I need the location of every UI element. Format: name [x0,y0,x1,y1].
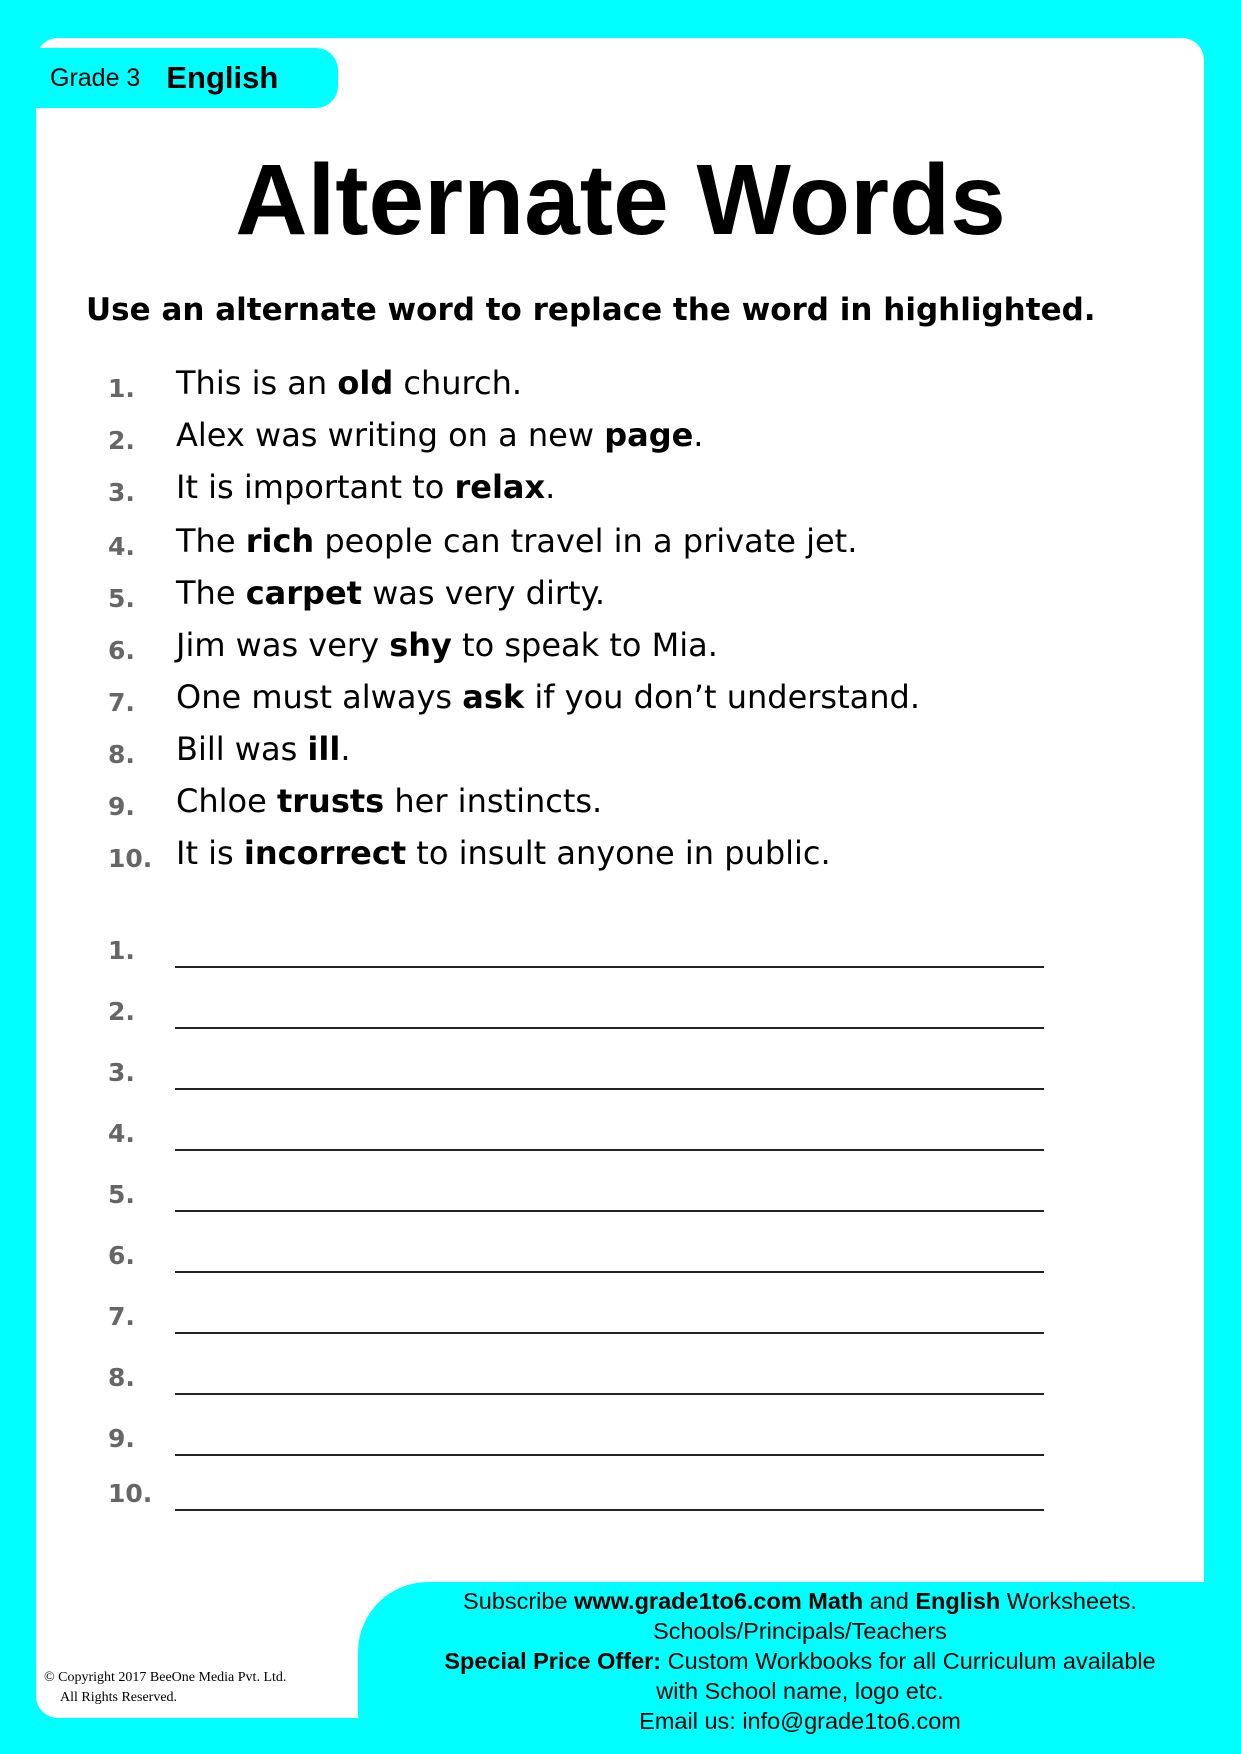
answer-row [0,1424,1100,1464]
answer-line[interactable] [175,1271,1044,1273]
highlighted-word: carpet [245,574,362,612]
footer-subject: English [915,1588,1001,1614]
sentence-part: Bill was [176,730,308,768]
sentence-part: . [545,468,556,506]
answer-number: 10. [108,1479,153,1508]
footer-email[interactable]: Email us: info@grade1to6.com [639,1708,961,1734]
sentence-part: Chloe [176,782,277,820]
footer-text: Worksheets. [1000,1588,1137,1614]
question-sentence [176,730,351,768]
sentence-part: The [176,574,246,612]
question-sentence [176,782,602,820]
question-sentence [176,522,857,560]
answer-number: 6. [108,1241,135,1270]
footer-text: Custom Workbooks for all Curriculum available [661,1648,1156,1674]
sentence-part: her instincts. [384,782,603,820]
sentence-part: . [340,730,351,768]
answer-line[interactable] [175,1088,1044,1090]
question-number: 3. [108,478,135,507]
copyright [44,1668,286,1708]
highlighted-word: incorrect [243,834,407,872]
question-number: 4. [108,532,135,561]
answer-row [0,1241,1100,1281]
sentence-part: to speak to Mia. [451,626,718,664]
answer-row [0,1119,1100,1159]
rights-line: All Rights Reserved. [60,1690,178,1705]
question-item [0,574,1100,626]
question-item [0,782,1100,834]
answer-row [0,936,1100,976]
question-number: 7. [108,688,135,717]
sentence-part: One must always [176,678,463,716]
sentence-part: to insult anyone in public. [406,834,831,872]
question-number: 9. [108,792,135,821]
answer-line[interactable] [175,1210,1044,1212]
answer-number: 8. [108,1363,135,1392]
question-item [0,468,1100,520]
footer-promo [370,1586,1230,1736]
answer-row [0,1363,1100,1403]
answer-line[interactable] [175,1393,1044,1395]
question-sentence [176,416,703,454]
sentence-part: This is an [176,364,338,402]
answer-line[interactable] [175,1027,1044,1029]
grade-label: Grade 3 [50,63,141,92]
highlighted-word: old [337,364,394,402]
question-item [0,364,1100,416]
answer-row [0,1479,1100,1519]
question-sentence [176,574,605,612]
sentence-part: The [176,522,246,560]
question-item [0,626,1100,678]
sentence-part: It is important to [176,468,455,506]
question-sentence [176,834,831,872]
sentence-part: Alex was writing on a new [176,416,605,454]
sentence-part: . [693,416,704,454]
highlighted-word: shy [389,626,452,664]
instruction-text: Use an alternate word to replace the word in highlighted. [86,292,1096,328]
answer-line[interactable] [175,966,1044,968]
answer-line[interactable] [175,1149,1044,1151]
subject-label: English [166,60,279,95]
answer-number: 4. [108,1119,135,1148]
page-title: Alternate Words [235,144,1006,256]
answer-number: 7. [108,1302,135,1331]
sentence-part: was very dirty. [361,574,606,612]
question-number: 10. [108,844,153,873]
answer-number: 9. [108,1424,135,1453]
question-number: 2. [108,426,135,455]
sentence-part: people can travel in a private jet. [314,522,858,560]
question-item [0,730,1100,782]
answer-row [0,1180,1100,1220]
copyright-line: © Copyright 2017 BeeOne Media Pvt. Ltd. [44,1670,287,1685]
question-sentence [176,468,555,506]
answer-line[interactable] [175,1509,1044,1511]
highlighted-word: rich [245,522,315,560]
question-item [0,416,1100,468]
question-sentence [176,678,920,716]
sentence-part: if you don’t understand. [524,678,920,716]
highlighted-word: page [604,416,694,454]
sentence-part: church. [393,364,523,402]
question-number: 1. [108,374,135,403]
answer-number: 5. [108,1180,135,1209]
question-sentence [176,626,718,664]
highlighted-word: ask [462,678,525,716]
answer-line[interactable] [175,1332,1044,1334]
highlighted-word: ill [307,730,341,768]
grade-subject-tab [36,48,338,108]
answer-row [0,1058,1100,1098]
question-number: 5. [108,584,135,613]
question-number: 8. [108,740,135,769]
highlighted-word: relax [454,468,546,506]
footer-site-link[interactable]: www.grade1to6.com Math [574,1588,864,1614]
footer-audience: Schools/Principals/Teachers [653,1618,947,1644]
answer-row [0,1302,1100,1342]
special-offer-label: Special Price Offer: [444,1648,662,1674]
answer-number: 1. [108,936,135,965]
question-item [0,678,1100,730]
answer-row [0,997,1100,1037]
answer-number: 3. [108,1058,135,1087]
answer-line[interactable] [175,1454,1044,1456]
footer-text: and [863,1588,916,1614]
question-item [0,834,1100,886]
sentence-part: Jim was very [176,626,390,664]
question-sentence [176,364,522,402]
sentence-part: It is [176,834,244,872]
answer-number: 2. [108,997,135,1026]
question-item [0,522,1100,574]
footer-text: Subscribe [463,1588,575,1614]
question-number: 6. [108,636,135,665]
footer-text: with School name, logo etc. [656,1678,944,1704]
highlighted-word: trusts [276,782,385,820]
